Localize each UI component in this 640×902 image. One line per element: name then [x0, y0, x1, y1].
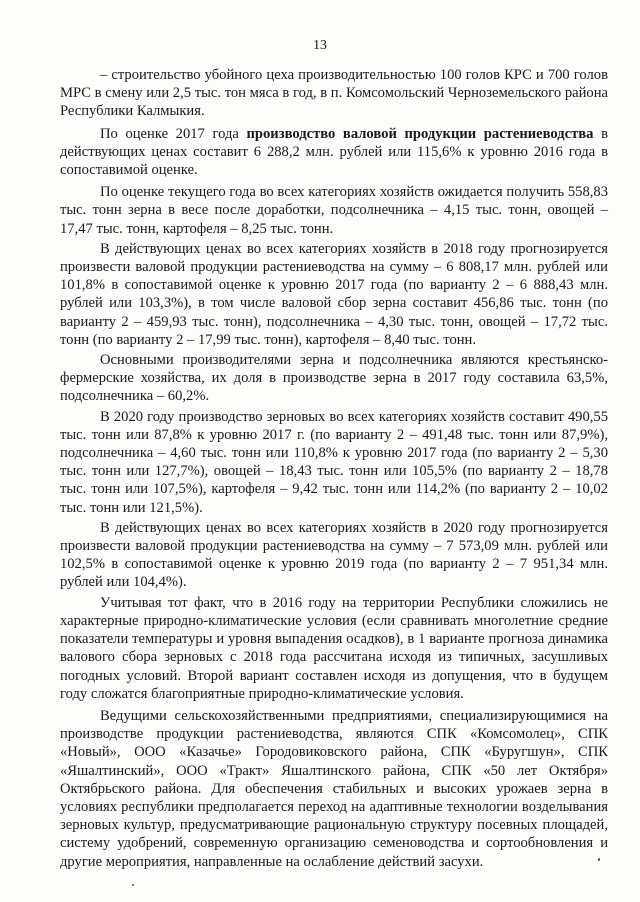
paragraph-leading-enterprises: Ведущими сельскохозяйственными предприятиями, специализирующимися на производстве продукции растениеводства, являются СПК «Комсомолец», СПК «Новый», ООО «Казачье» Городовиковского района, СПК «Буругшун», СПК «Яшалтинский», ООО «Тракт» Яшалтинского района, СПК «50 лет Октября» Октябрьского района. Для обеспечения стабильных и высоких урожаев зерна в условиях республики предполагается переход на адаптивные технологии возделывания зерновых культур, предусматривающие рациональную структуру посевных площадей, систему удобрений, современную организацию семеноводства и сортообновления и другие мероприятия, направленные на ослабление действий засухи. [60, 707, 608, 870]
paragraph-2020-production: В 2020 году производство зерновых во всех категориях хозяйств составит 490,55 тыс. тонн или 87,8% к уровню 2017 г. (по варианту 2 – 491,48 тыс. тонн или 87,9%), подсолнечника – 4,60 тыс. тонн или 110,8% к уровню 2017 года (по варианту 2 – 5,30 тыс. тонн или 127,7%), овощей – 18,43 тыс. тонн или 105,5% (по варианту 2 – 18,78 тыс. тонн или 107,5%), картофеля – 9,42 тыс. тонн или 114,2% (по варианту 2 – 10,02 тыс. тонн или 121,5%). [60, 408, 608, 516]
scan-speck [132, 884, 134, 886]
page-number: 13 [313, 38, 327, 53]
paragraph-text-before-bold: По оценке 2017 года [100, 125, 247, 142]
paragraph-2020-prices: В действующих ценах во всех категориях хозяйств в 2020 году прогнозируется произвести валовой продукции растениеводства на сумму – 7 573,09 млн. рублей или 102,5% в сопоставимой оценке к уровню 2019 года (по варианту 2 – 7 951,34 млн. рублей или 104,4%). [60, 519, 608, 591]
paragraph-2018-forecast: В действующих ценах во всех категориях хозяйств в 2018 году прогнозируется произвести валовой продукции растениеводства на сумму – 6 808,17 млн. рублей или 101,8% в сопоставимой оценке к уровню 2017 года (по варианту 2 – 6 888,43 млн. рублей или 103,3%), в том числе валовой сбор зерна составит 456,86 тыс. тонн (по варианту 2 – 459,93 тыс. тонн), подсолнечника – 4,30 тыс. тонн, овощей – 17,72 тыс. тонн (по варианту 2 – 17,99 тыс. тонн), картофеля – 8,40 тыс. тонн. [60, 240, 608, 348]
scan-speck [598, 858, 600, 861]
paragraph-main-producers: Основными производителями зерна и подсолнечника являются крестьянско-фермерские хозяйства, их доля в производстве зерна в 2017 году составила 63,5%, подсолнечника – 60,2%. [60, 352, 608, 405]
paragraph-gross-output-2017 [60, 125, 608, 180]
bold-phrase: производство валовой продукции растениеводства [246, 125, 594, 142]
paragraph-climate-conditions: Учитывая тот факт, что в 2016 году на территории Республики сложились не характерные природно-климатические условия (если сравнивать многолетние средние показатели температуры и уровня выпадения осадков), в 1 варианте прогноза динамика валового сбора зерновых с 2018 года рассчитана исходя из типичных, засушливых погодных условий. Второй вариант составлен исходя из допущения, что в будущем году сложатся благоприятные природно-климатические условия. [60, 594, 608, 702]
paragraph-slaughterhouse: – строительство убойного цеха производительностью 100 голов КРС и 700 голов МРС в смену или 2,5 тыс. тон мяса в год, в п. Комсомольский Черноземельского района Республики Калмыкия. [60, 67, 608, 120]
document-body [60, 66, 608, 873]
paragraph-text-after-bold: в действующих ценах составит 6 288,2 млн. рублей или 115,6% к уровню 2016 года в сопоставимой оценке. [60, 125, 608, 179]
paragraph-current-year-estimate: По оценке текущего года во всех категориях хозяйств ожидается получить 558,83 тыс. тонн зерна в весе после доработки, подсолнечника – 4,15 тыс. тонн, овощей – 17,47 тыс. тонн, картофеля – 8,25 тыс. тонн. [60, 184, 608, 237]
